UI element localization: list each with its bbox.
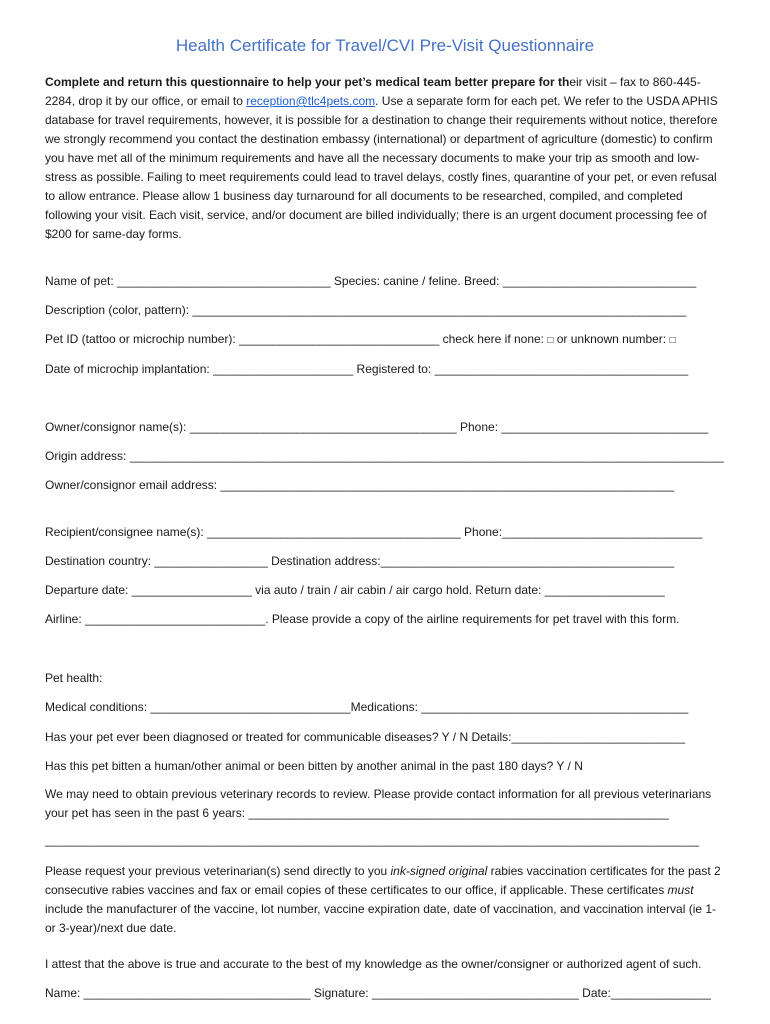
pet-id-row [45, 332, 735, 346]
communicable-field[interactable]: Has your pet ever been diagnosed or treated for communicable diseases? Y / N Details:__________________________ [45, 730, 686, 744]
pet-id-field[interactable]: Pet ID (tattoo or microchip number): ______________________________ check here if none: [45, 332, 548, 346]
email-link[interactable]: reception@tlc4pets.com [246, 94, 376, 108]
departure-field[interactable]: Departure date: __________________ via auto / train / air cabin / air cargo hold. Return date: __________________ [45, 583, 665, 597]
origin-address-field[interactable]: Origin address: _________________________________________________________________________________________ [45, 449, 724, 463]
microchip-date-field[interactable]: Date of microchip implantation: _____________________ Registered to: ______________________________________ [45, 362, 689, 376]
medical-field[interactable]: Medical conditions: ______________________________Medications: ________________________________________ [45, 700, 689, 714]
recipient-name-field[interactable]: Recipient/consignee name(s): ______________________________________ Phone:______________________________ [45, 525, 703, 539]
intro-lead: Complete and return this questionnaire to help your pet’s medical team better prepare for th [45, 75, 570, 89]
description-field[interactable]: Description (color, pattern): __________________________________________________________________________ [45, 303, 687, 317]
rabies-paragraph: Please request your previous veterinarian(s) send directly to you ink-signed original rabies vaccination certificates for the past 2 consecutive rabies vaccines and fax or email copies of these certificates to our office, if applicable. These certificates must include the manufacturer of the vaccine, lot number, vaccine expiration date, date of vaccination, and vaccination interval (ie 1- or 3-year)/next due date. [45, 864, 721, 935]
intro-pre-email: eir visit – fax to 860-445-2284, drop it by our office, or email to [45, 75, 701, 108]
bitten-field[interactable]: Has this pet bitten a human/other animal or been bitten by another animal in the past 180 days? Y / N [45, 759, 583, 773]
intro-paragraph [45, 73, 725, 244]
owner-name-field[interactable]: Owner/consignor name(s): ________________________________________ Phone: _______________________________ [45, 420, 709, 434]
records-extra-line[interactable]: __________________________________________________________________________________________________ [45, 833, 700, 847]
intro-post-email: . Use a separate form for each pet. We refer to the USDA APHIS database for travel requirements, however, it is possible for a destination to change their requirements without notice, therefore we strongly recommend you contact the destination embassy (international) or department of agriculture (domestic) to confirm you have met all of the minimum requirements and have all the necessary documents to make your trip as smooth and low-stress as possible. Failing to meet requirements could lead to travel delays, costly fines, quarantine of your pet, or even refusal to allow entrance. Please allow 1 business day turnaround for all documents to be researched, compiled, and completed following your visit. Each visit, service, and/or document are billed individually; there is an urgent document processing fee of $200 for same-day forms. [45, 94, 718, 241]
owner-email-field[interactable]: Owner/consignor email address: ____________________________________________________________________ [45, 478, 675, 492]
records-field[interactable]: We may need to obtain previous veterinary records to review. Please provide contact information for all previous veterinarians your pet has seen in the past 6 years: _______________________________________________________________ [45, 787, 712, 820]
unknown-number-label: or unknown number: [553, 332, 670, 346]
none-checkbox[interactable]: □ [547, 335, 554, 346]
airline-field[interactable]: Airline: ___________________________. Please provide a copy of the airline requirements for pet travel with this form. [45, 612, 680, 626]
pet-health-heading: Pet health: [45, 671, 103, 685]
signature-row[interactable]: Name: __________________________________ Signature: _______________________________ Date:_______________ [45, 986, 711, 1000]
destination-field[interactable]: Destination country: _________________ Destination address:____________________________________________ [45, 554, 675, 568]
unknown-checkbox[interactable]: □ [669, 335, 676, 346]
attestation-text: I attest that the above is true and accurate to the best of my knowledge as the owner/consigner or authorized agent of such. [45, 957, 702, 971]
pet-name-field[interactable]: Name of pet: ________________________________ Species: canine / feline. Breed: _____________________________ [45, 274, 697, 288]
page-title: Health Certificate for Travel/CVI Pre-Visit Questionnaire [175, 36, 595, 55]
